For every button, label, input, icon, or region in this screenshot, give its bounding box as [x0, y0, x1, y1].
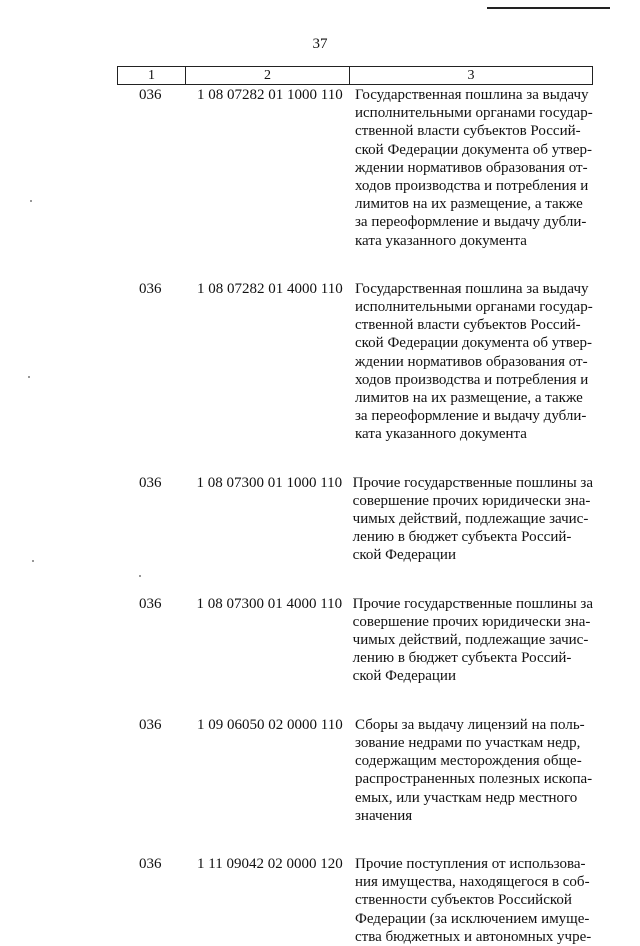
- description-line: лимитов на их размещение, а также: [355, 196, 583, 213]
- description-line: исполнительными органами государ-: [355, 299, 593, 316]
- kbk-code-cell: 1 08 07300 01 4000 110: [196, 595, 343, 612]
- description-cell: [349, 86, 593, 250]
- row-gap: [117, 686, 593, 716]
- admin-code-cell: 036: [139, 855, 162, 872]
- scan-speck: [30, 200, 32, 202]
- description-line: ката указанного документа: [355, 232, 527, 249]
- description-cell: [347, 474, 593, 565]
- description-line: ства бюджетных и автономных учре-: [355, 928, 592, 945]
- header-col-3: 3: [467, 68, 475, 83]
- kbk-code-cell: 1 08 07300 01 1000 110: [196, 474, 343, 491]
- description-cell: [349, 716, 593, 825]
- description-line: ходов производства и потребления и: [355, 178, 589, 195]
- description-cell: [349, 855, 593, 946]
- description-line: ской Федерации: [352, 668, 456, 685]
- admin-code-cell: 036: [139, 280, 162, 297]
- admin-code-cell: 036: [139, 474, 162, 491]
- description-line: лению в бюджет субъекта Россий-: [352, 650, 572, 667]
- description-line: ждении нормативов образования от-: [355, 159, 588, 176]
- description-line: зование недрами по участкам недр,: [355, 734, 581, 751]
- kbk-code-cell: 1 09 06050 02 0000 110: [197, 716, 343, 733]
- description-line: за переоформление и выдачу дубли-: [355, 408, 587, 425]
- description-line: Государственная пошлина за выдачу: [355, 87, 589, 103]
- description-line: значения: [355, 807, 413, 824]
- description-line: емых, или участкам недр местного: [355, 789, 578, 806]
- description-line: чимых действий, подлежащие зачис-: [352, 632, 589, 649]
- table-row: [117, 86, 593, 250]
- description-line: лению в бюджет субъекта Россий-: [352, 529, 572, 546]
- description-line: ской Федерации: [352, 547, 456, 564]
- description-line: распространенных полезных ископа-: [355, 771, 593, 788]
- description-line: Прочие государственные пошлины за: [352, 474, 593, 491]
- admin-code-cell: 036: [139, 716, 162, 733]
- table-row: [117, 595, 593, 686]
- table-row: [117, 855, 593, 946]
- description-cell: [347, 595, 593, 686]
- kbk-code-cell: 1 11 09042 02 0000 120: [197, 855, 343, 872]
- table-body: [117, 86, 593, 946]
- description-line: совершение прочих юридически зна-: [352, 613, 591, 630]
- description-line: лимитов на их размещение, а также: [355, 390, 583, 407]
- description-line: Сборы за выдачу лицензий на поль-: [355, 716, 585, 733]
- description-line: ственной власти субъектов Россий-: [355, 317, 581, 334]
- description-line: ния имущества, находящегося в соб-: [355, 874, 590, 891]
- row-gap: [117, 444, 593, 474]
- table-header: [117, 66, 593, 85]
- table-row: [117, 280, 593, 444]
- description-cell: [349, 280, 593, 444]
- scan-speck: [32, 560, 34, 562]
- description-line: Государственная пошлина за выдачу: [355, 280, 589, 297]
- description-line: чимых действий, подлежащие зачис-: [352, 511, 589, 528]
- table-row: [117, 716, 593, 825]
- admin-code-cell: 036: [139, 595, 162, 612]
- description-line: ходов производства и потребления и: [355, 371, 589, 388]
- kbk-code-cell: 1 08 07282 01 1000 110: [197, 87, 343, 103]
- admin-code-cell: 036: [139, 87, 162, 103]
- page-number: 37: [312, 36, 328, 52]
- row-gap: [117, 565, 593, 595]
- description-line: содержащим месторождения обще-: [355, 753, 582, 770]
- row-gap: [117, 825, 593, 855]
- row-gap: [117, 250, 593, 280]
- scan-speck: [139, 575, 141, 577]
- description-line: ственности субъектов Российской: [355, 892, 572, 909]
- header-col-2: 2: [186, 67, 350, 84]
- description-line: исполнительными органами государ-: [355, 105, 593, 122]
- description-line: ственной власти субъектов Россий-: [355, 123, 581, 140]
- description-line: ской Федерации документа об утвер-: [355, 141, 592, 158]
- description-line: Прочие поступления от использова-: [355, 855, 586, 872]
- description-line: Прочие государственные пошлины за: [352, 595, 593, 612]
- description-line: ждении нормативов образования от-: [355, 353, 588, 370]
- scan-speck: [28, 376, 30, 378]
- description-line: совершение прочих юридически зна-: [352, 492, 591, 509]
- table-row: [117, 474, 593, 565]
- description-line: ской Федерации документа об утвер-: [355, 335, 592, 352]
- description-line: за переоформление и выдачу дубли-: [355, 214, 587, 231]
- description-line: ката указанного документа: [355, 426, 527, 443]
- kbk-code-cell: 1 08 07282 01 4000 110: [197, 280, 343, 297]
- top-rule: [487, 7, 610, 9]
- description-line: Федерации (за исключением имуще-: [355, 910, 590, 927]
- header-col-1: 1: [118, 67, 186, 84]
